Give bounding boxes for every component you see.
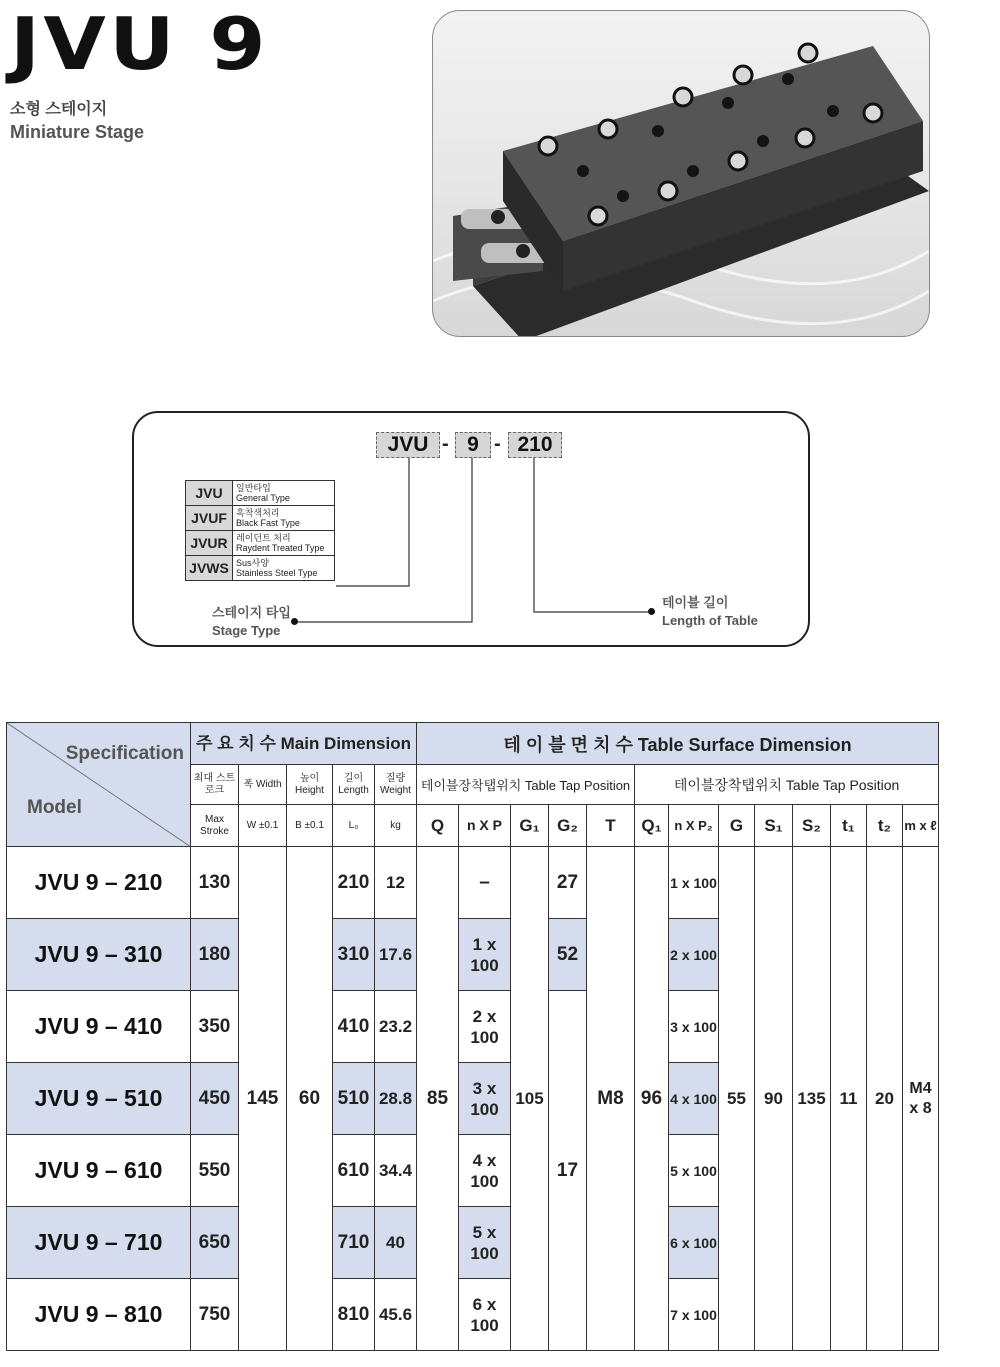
np2-cell: 7 x 100 (669, 1279, 719, 1351)
page-title: JVU 9 (10, 2, 269, 86)
type-row (186, 531, 335, 556)
t-cell: M8 (587, 847, 635, 1351)
width-header-ko: 폭 Width (239, 765, 287, 805)
type-row (186, 506, 335, 531)
stroke-cell: 650 (191, 1207, 239, 1279)
t2-header: t₂ (867, 805, 903, 847)
model-cell: JVU 9 – 710 (7, 1207, 191, 1279)
type-code: JVUF (186, 506, 233, 531)
code-length: 210 (508, 432, 562, 458)
stroke-header-en: Max Stroke (191, 805, 239, 847)
code-size: 9 (455, 432, 491, 458)
np-cell: 2 x 100 (459, 991, 511, 1063)
length-marker (648, 608, 655, 615)
q-cell: 85 (417, 847, 459, 1351)
weight-cell: 28.8 (375, 1063, 417, 1135)
ml-cell: M4 x 8 (903, 847, 939, 1351)
q1-header: Q₁ (635, 805, 669, 847)
tap-group-header-2: 테이블장착탭위치 Table Tap Position (635, 765, 939, 805)
weight-cell: 12 (375, 847, 417, 919)
np-cell: 6 x 100 (459, 1279, 511, 1351)
weight-cell: 34.4 (375, 1135, 417, 1207)
g2-header: G₂ (549, 805, 587, 847)
length-header-en: L₀ (333, 805, 375, 847)
np-cell: – (459, 847, 511, 919)
length-cell: 710 (333, 1207, 375, 1279)
table-surface-header: 테 이 블 면 치 수 Table Surface Dimension (417, 723, 939, 765)
code-series: JVU (376, 432, 440, 458)
ml-header: m x ℓ (903, 805, 939, 847)
t-header: T (587, 805, 635, 847)
np2-cell: 4 x 100 (669, 1063, 719, 1135)
np2-cell: 6 x 100 (669, 1207, 719, 1279)
type-desc: 일반타입 General Type (233, 481, 335, 506)
weight-cell: 17.6 (375, 919, 417, 991)
t2-cell: 20 (867, 847, 903, 1351)
stroke-cell: 550 (191, 1135, 239, 1207)
stroke-cell: 350 (191, 991, 239, 1063)
np-cell: 4 x 100 (459, 1135, 511, 1207)
length-cell: 210 (333, 847, 375, 919)
stage-type-table (185, 480, 335, 581)
length-cell: 410 (333, 991, 375, 1063)
code-dash-2: - (494, 433, 501, 455)
stroke-cell: 180 (191, 919, 239, 991)
g2-cell: 17 (549, 991, 587, 1351)
t1-header: t₁ (831, 805, 867, 847)
np-header: n X P (459, 805, 511, 847)
type-row (186, 481, 335, 506)
np2-cell: 2 x 100 (669, 919, 719, 991)
type-code: JVWS (186, 556, 233, 581)
length-cell: 810 (333, 1279, 375, 1351)
type-row (186, 556, 335, 581)
height-header-ko: 높이 Height (287, 765, 333, 805)
np-cell: 1 x 100 (459, 919, 511, 991)
type-code: JVU (186, 481, 233, 506)
weight-cell: 23.2 (375, 991, 417, 1063)
np-cell: 5 x 100 (459, 1207, 511, 1279)
np2-cell: 3 x 100 (669, 991, 719, 1063)
spec-table (6, 722, 939, 1351)
g2-cell: 52 (549, 919, 587, 991)
g-header: G (719, 805, 755, 847)
np2-header: n X P₂ (669, 805, 719, 847)
stage-type-label: 스테이지 타입 Stage Type (212, 605, 291, 638)
type-desc: Sus사양 Stainless Steel Type (233, 556, 335, 581)
length-cell: 310 (333, 919, 375, 991)
model-cell: JVU 9 – 410 (7, 991, 191, 1063)
weight-header-en: kg (375, 805, 417, 847)
stroke-cell: 750 (191, 1279, 239, 1351)
stroke-cell: 450 (191, 1063, 239, 1135)
s2-cell: 135 (793, 847, 831, 1351)
q1-cell: 96 (635, 847, 669, 1351)
width-header-en: W ±0.1 (239, 805, 287, 847)
np2-cell: 5 x 100 (669, 1135, 719, 1207)
type-desc: 흑착색처리 Black Fast Type (233, 506, 335, 531)
model-cell: JVU 9 – 310 (7, 919, 191, 991)
subtitle-korean: 소형 스테이지 (10, 101, 108, 118)
length-cell: 510 (333, 1063, 375, 1135)
length-cell: 610 (333, 1135, 375, 1207)
height-cell: 60 (287, 847, 333, 1351)
tap-group-header-1: 테이블장착탭위치 Table Tap Position (417, 765, 635, 805)
weight-cell: 45.6 (375, 1279, 417, 1351)
stroke-header-ko: 최대 스트로크 (191, 765, 239, 805)
length-label: 테이블 길이 Length of Table (662, 595, 758, 628)
model-label: Model (27, 797, 82, 818)
stage-type-marker (291, 618, 298, 625)
stroke-cell: 130 (191, 847, 239, 919)
subtitle-english: Miniature Stage (10, 122, 145, 142)
model-cell: JVU 9 – 810 (7, 1279, 191, 1351)
np-cell: 3 x 100 (459, 1063, 511, 1135)
model-cell: JVU 9 – 210 (7, 847, 191, 919)
s2-header: S₂ (793, 805, 831, 847)
q-header: Q (417, 805, 459, 847)
t1-cell: 11 (831, 847, 867, 1351)
s1-cell: 90 (755, 847, 793, 1351)
height-header-en: B ±0.1 (287, 805, 333, 847)
weight-cell: 40 (375, 1207, 417, 1279)
corner-cell (7, 723, 191, 847)
main-dimension-header: 주 요 치 수 Main Dimension (191, 723, 417, 765)
table-row (7, 847, 939, 919)
type-desc: 레이던트 처리 Raydent Treated Type (233, 531, 335, 556)
spec-label: Specification (65, 743, 184, 764)
model-cell: JVU 9 – 510 (7, 1063, 191, 1135)
weight-header-ko: 질량 Weight (375, 765, 417, 805)
model-cell: JVU 9 – 610 (7, 1135, 191, 1207)
g1-cell: 105 (511, 847, 549, 1351)
corner-diagonal (7, 723, 191, 847)
s1-header: S₁ (755, 805, 793, 847)
np2-cell: 1 x 100 (669, 847, 719, 919)
length-header-ko: 길이 Length (333, 765, 375, 805)
g2-cell: 27 (549, 847, 587, 919)
code-dash-1: - (442, 433, 449, 455)
type-code: JVUR (186, 531, 233, 556)
width-cell: 145 (239, 847, 287, 1351)
g-cell: 55 (719, 847, 755, 1351)
g1-header: G₁ (511, 805, 549, 847)
